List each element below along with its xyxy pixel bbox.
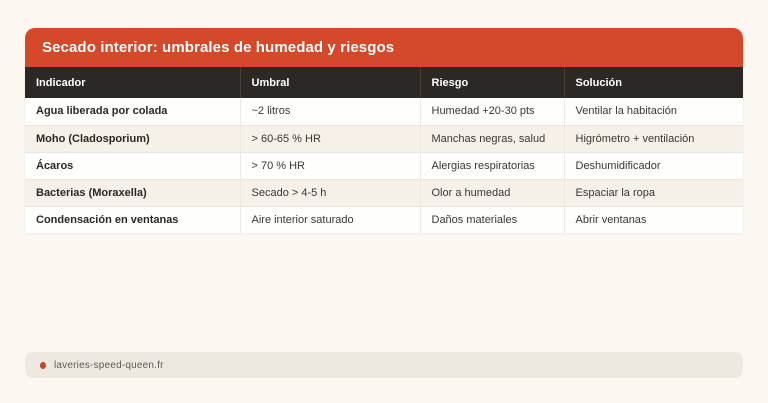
cell-solucion: Deshumidificador — [564, 152, 743, 179]
cell-riesgo: Daños materiales — [420, 206, 564, 233]
cell-umbral: Secado > 4-5 h — [240, 179, 420, 206]
cell-solucion: Higrómetro + ventilación — [564, 125, 743, 152]
cell-solucion: Ventilar la habitación — [575, 105, 678, 118]
cell-riesgo: Humedad +20-30 pts — [420, 98, 564, 125]
table-row-agua-liberada — [25, 98, 743, 125]
cell-solucion: Abrir ventanas — [564, 206, 743, 233]
humidity-table-card — [25, 28, 743, 233]
table-row-moho — [25, 125, 743, 152]
cell-indicator: Bacterias (Moraxella) — [25, 179, 240, 206]
cell-riesgo: Alergias respiratorias — [420, 152, 564, 179]
cell-umbral: > 70 % HR — [240, 152, 420, 179]
cell-riesgo: Olor a humedad — [420, 179, 564, 206]
humidity-risk-table — [25, 67, 743, 233]
cell-indicator: Ácaros — [25, 152, 240, 179]
card-title: Secado interior: umbrales de humedad y riesgos — [42, 39, 395, 56]
source-text: laveries-speed-queen.fr — [54, 359, 164, 371]
cell-solucion: Espaciar la ropa — [564, 179, 743, 206]
cell-umbral: > 60-65 % HR — [240, 125, 420, 152]
source-attribution-bar — [25, 352, 743, 378]
table-row-condensacion — [25, 206, 743, 233]
source-bullet-icon — [40, 362, 46, 369]
column-header-riesgo: Riesgo — [420, 67, 564, 98]
cell-umbral: ~2 litros — [240, 98, 420, 125]
card-title-bar — [25, 28, 743, 67]
cell-indicator: Moho (Cladosporium) — [25, 125, 240, 152]
column-header-umbral: Umbral — [240, 67, 420, 98]
column-header-solucion: Solución — [564, 67, 743, 98]
cell-indicator: Agua liberada por colada — [25, 98, 240, 125]
table-row-acaros — [25, 152, 743, 179]
cell-umbral: Aire interior saturado — [240, 206, 420, 233]
table-header-row — [25, 67, 743, 98]
cell-indicator: Condensación en ventanas — [25, 206, 240, 233]
table-row-bacterias — [25, 179, 743, 206]
column-header-indicador: Indicador — [25, 67, 240, 98]
cell-riesgo: Manchas negras, salud — [420, 125, 564, 152]
